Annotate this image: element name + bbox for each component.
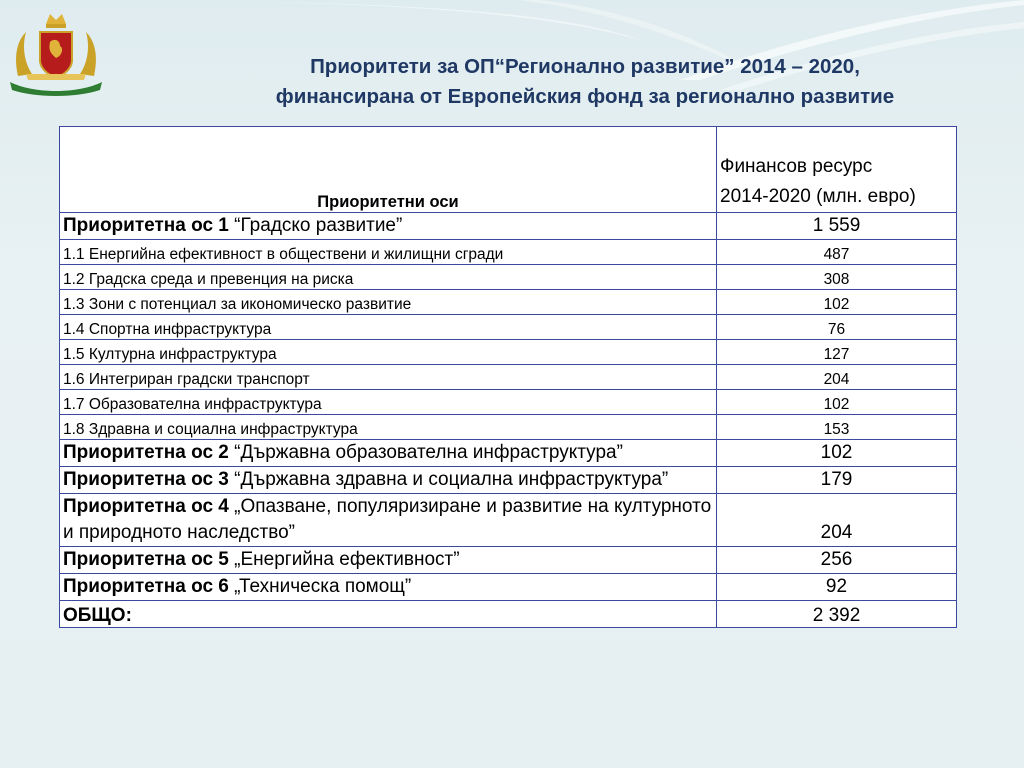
table-row — [60, 290, 957, 315]
priority-axis-label: Приоритетна ос 5 — [63, 549, 229, 570]
table-row — [60, 547, 957, 574]
priority-description: 1.6 Интегриран градски транспорт — [63, 371, 310, 388]
title-line-2: финансирана от Европейския фонд за регионално развитие — [275, 85, 895, 108]
resource-value-cell: 204 — [717, 494, 957, 547]
sub-priority-cell — [60, 340, 717, 365]
priority-description: 1.4 Спортна инфраструктура — [63, 321, 272, 338]
table-row — [60, 365, 957, 390]
resource-value-cell: 127 — [717, 340, 957, 365]
sub-priority-cell — [60, 365, 717, 390]
priority-description: 1.3 Зони с потенциал за икономическо развитие — [63, 296, 412, 313]
resource-value-cell: 153 — [717, 415, 957, 440]
priority-axis-cell — [60, 494, 717, 547]
table-header-row — [60, 127, 957, 213]
table-row — [60, 265, 957, 290]
title-line-1: Приоритети за ОП“Регионално развитие” 2014 – 2020, — [310, 55, 860, 78]
sub-priority-cell — [60, 390, 717, 415]
header-resource-line-2: 2014-2020 (млн. евро) — [720, 186, 916, 207]
resource-value-cell: 102 — [717, 290, 957, 315]
resource-value-cell: 256 — [717, 547, 957, 574]
table-row — [60, 494, 957, 547]
priority-axis-label: Приоритетна ос 2 — [63, 442, 229, 463]
priority-axis-cell — [60, 467, 717, 494]
header-financial-resource — [717, 127, 957, 213]
bulgarian-coat-of-arms-icon — [4, 2, 108, 96]
table-row — [60, 240, 957, 265]
resource-value-cell: 487 — [717, 240, 957, 265]
priority-axis-label: Приоритетна ос 6 — [63, 576, 229, 597]
priority-axis-cell — [60, 440, 717, 467]
priority-axis-label: Приоритетна ос 3 — [63, 469, 229, 490]
priorities-table — [59, 126, 957, 628]
table-row — [60, 467, 957, 494]
page-title — [160, 52, 1010, 112]
priority-description: 1.7 Образователна инфраструктура — [63, 396, 322, 413]
table-total-row — [60, 601, 957, 628]
resource-value-cell: 308 — [717, 265, 957, 290]
table-row — [60, 340, 957, 365]
table-body — [60, 213, 957, 601]
priority-description: “Градско развитие” — [228, 215, 403, 236]
priority-description: 1.1 Енергийна ефективност в обществени и жилищни сгради — [63, 246, 504, 263]
sub-priority-cell — [60, 265, 717, 290]
priority-axis-cell — [60, 574, 717, 601]
priority-axis-cell — [60, 547, 717, 574]
priority-description: “Държавна здравна и социална инфраструктура” — [228, 469, 669, 490]
table-row — [60, 415, 957, 440]
table-row — [60, 315, 957, 340]
priority-axis-label: Приоритетна ос 1 — [63, 215, 229, 236]
resource-value-cell: 76 — [717, 315, 957, 340]
priority-axis-cell — [60, 213, 717, 240]
sub-priority-cell — [60, 315, 717, 340]
resource-value-cell: 102 — [717, 440, 957, 467]
priority-description: „Техническа помощ” — [228, 576, 412, 597]
table-row — [60, 390, 957, 415]
header-priority-axes: Приоритетни оси — [60, 127, 717, 213]
sub-priority-cell — [60, 290, 717, 315]
sub-priority-cell — [60, 415, 717, 440]
resource-value-cell: 1 559 — [717, 213, 957, 240]
priority-description: “Държавна образователна инфраструктура” — [228, 442, 623, 463]
resource-value-cell: 102 — [717, 390, 957, 415]
table-row — [60, 574, 957, 601]
priority-description: 1.5 Културна инфраструктура — [63, 346, 277, 363]
sub-priority-cell — [60, 240, 717, 265]
table-row — [60, 213, 957, 240]
resource-value-cell: 204 — [717, 365, 957, 390]
resource-value-cell: 179 — [717, 467, 957, 494]
header-resource-line-1: Финансов ресурс — [720, 156, 873, 177]
table-row — [60, 440, 957, 467]
priority-description: „Енергийна ефективност” — [228, 549, 460, 570]
priority-description: 1.8 Здравна и социална инфраструктура — [63, 421, 358, 438]
priority-axis-label: Приоритетна ос 4 — [63, 496, 229, 517]
priority-description: 1.2 Градска среда и превенция на риска — [63, 271, 354, 288]
priority-description: „Опазване, популяризиране и развитие на културното и природното наследство” — [63, 496, 712, 543]
total-value: 2 392 — [717, 601, 957, 628]
total-label: ОБЩО: — [60, 601, 717, 628]
resource-value-cell: 92 — [717, 574, 957, 601]
